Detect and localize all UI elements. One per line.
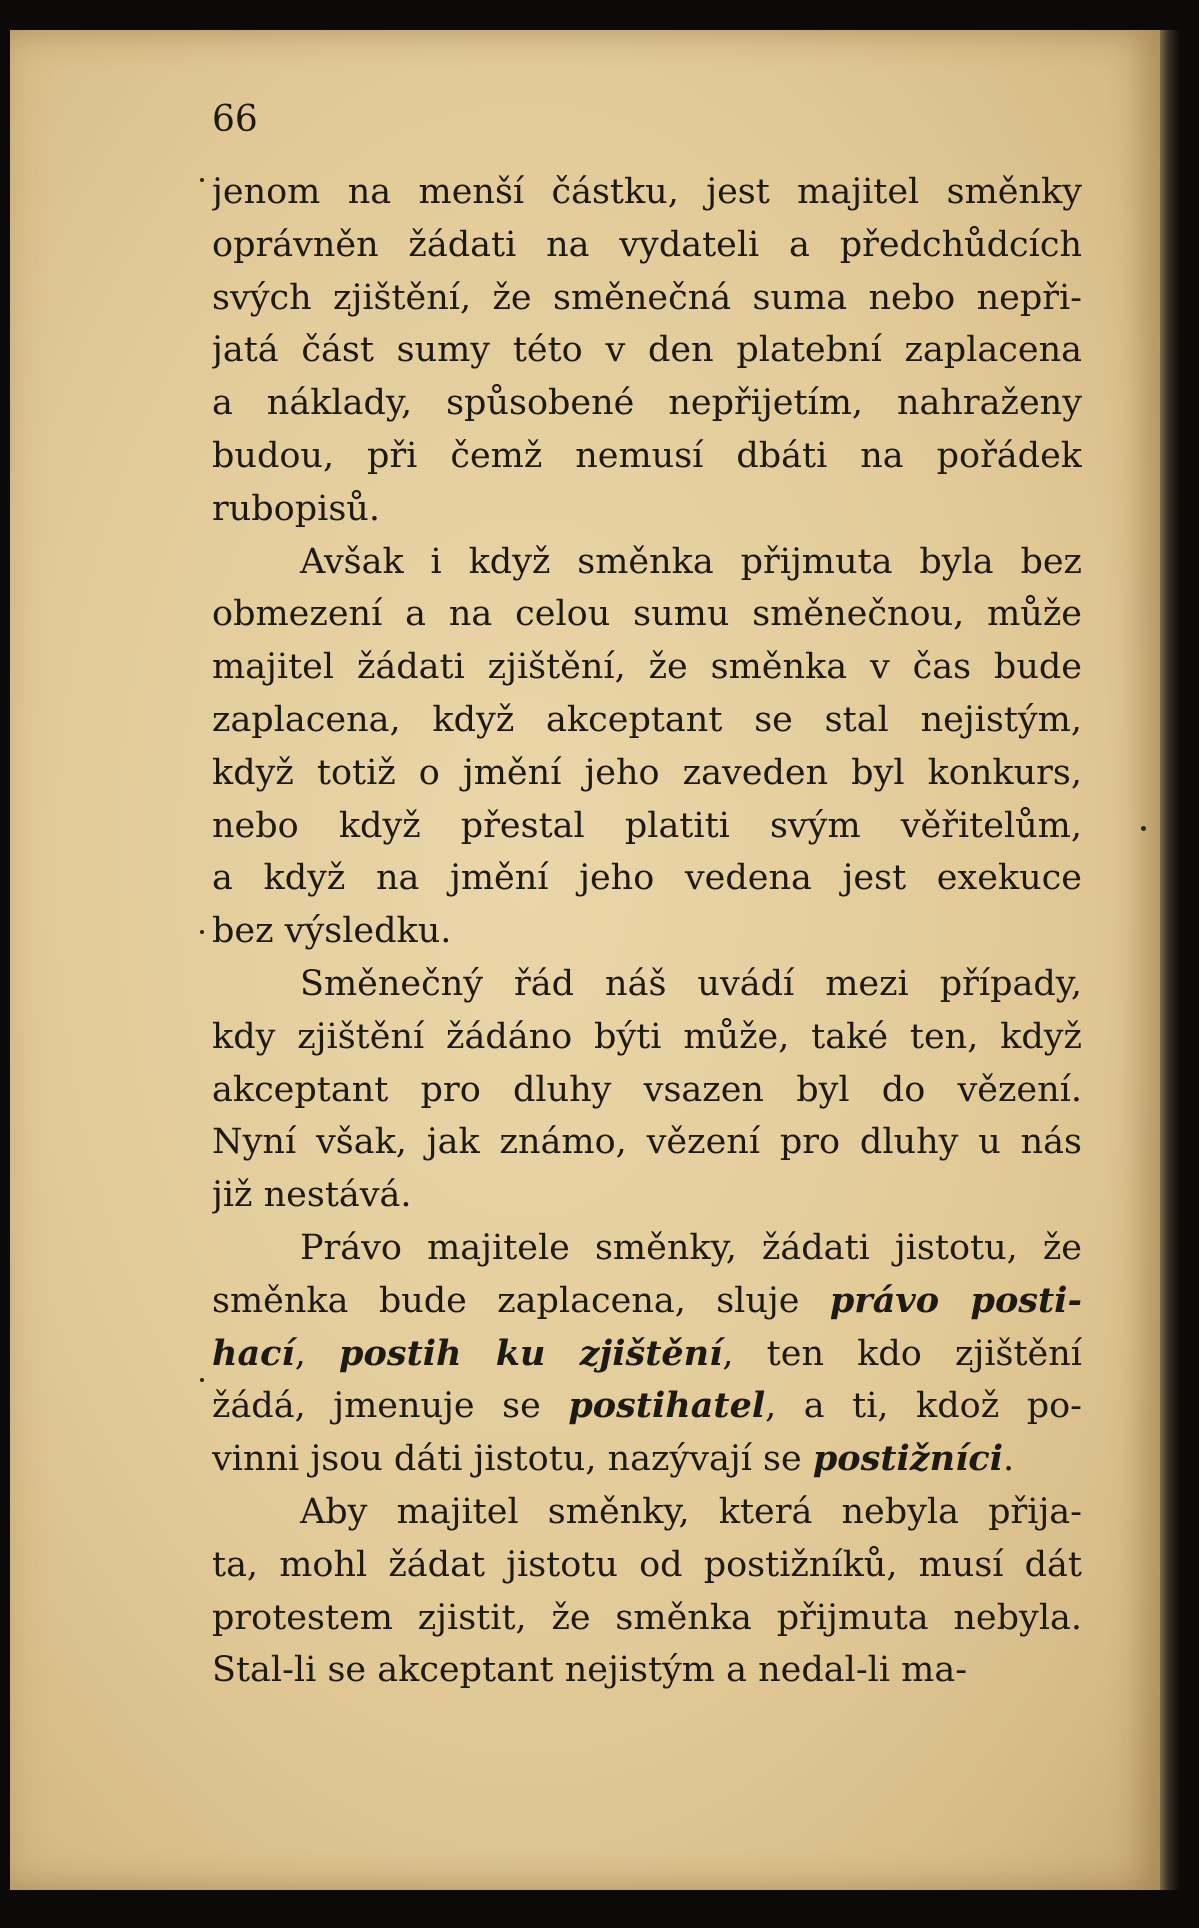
ink-speck bbox=[1141, 826, 1146, 831]
text-line: žádá, jmenuje se postihatel, a ti, kdož po- bbox=[212, 1385, 1082, 1427]
text-line: a když na jmění jeho vedena jest exekuce bbox=[212, 858, 1082, 899]
term-pravo-postihaci-end: hací bbox=[212, 1332, 295, 1374]
ink-speck bbox=[200, 930, 204, 934]
text-line: vinni jsou dáti jistotu, nazývají se postižníci. bbox=[212, 1438, 1015, 1480]
paragraph-2 bbox=[212, 536, 1082, 958]
text-line: protestem zjistit, že směnka přijmuta nebyla. bbox=[212, 1597, 1082, 1638]
text-line: Právo majitele směnky, žádati jistotu, že bbox=[300, 1227, 1082, 1268]
text-line: rubopisů. bbox=[212, 488, 380, 529]
text-line: obmezení a na celou sumu směnečnou, může bbox=[212, 594, 1082, 635]
text-line: Aby majitel směnky, která nebyla přija- bbox=[300, 1491, 1082, 1532]
text-line: nebo když přestal platiti svým věřitelům, bbox=[212, 805, 1082, 846]
text-line: hací, postih ku zjištění, ten kdo zjištění bbox=[212, 1332, 1082, 1374]
text-line: Nyní však, jak známo, vězení pro dluhy u nás bbox=[212, 1122, 1082, 1163]
term-postiznici: postižníci bbox=[812, 1438, 1004, 1480]
text-line: již nestává. bbox=[212, 1175, 412, 1216]
term-postihatel: postihatel bbox=[568, 1385, 766, 1427]
text-line: majitel žádati zjištění, že směnka v čas bude bbox=[212, 647, 1082, 688]
term-pravo-postihaci: právo posti- bbox=[829, 1279, 1082, 1321]
paragraph-3 bbox=[212, 958, 1082, 1222]
ink-speck bbox=[200, 1378, 204, 1382]
paragraph-1 bbox=[212, 166, 1082, 536]
page-edge-shadow bbox=[1160, 30, 1180, 1890]
ink-speck bbox=[200, 178, 204, 182]
text-line: Stal-li se akceptant nejistým a nedal-li ma- bbox=[212, 1650, 968, 1691]
paragraph-5 bbox=[212, 1486, 1082, 1697]
text-line: jenom na menší částku, jest majitel směnky bbox=[212, 172, 1082, 212]
text-line: svých zjištění, že směnečná suma nebo nepři- bbox=[212, 277, 1082, 318]
text-line: směnka bude zaplacena, sluje právo posti- bbox=[212, 1279, 1082, 1321]
text-line: Avšak i když směnka přijmuta byla bez bbox=[300, 541, 1082, 582]
text-line: ta, mohl žádat jistotu od postižníků, musí dát bbox=[212, 1544, 1082, 1585]
body-text bbox=[212, 166, 1082, 1697]
text-line: zaplacena, když akceptant se stal nejistým, bbox=[212, 699, 1082, 740]
term-postih-ku-zjisteni: postih ku zjištění bbox=[339, 1332, 723, 1374]
text-line: akceptant pro dluhy vsazen byl do vězení. bbox=[212, 1069, 1082, 1110]
page-number: 66 bbox=[212, 99, 258, 140]
text-line: a náklady, spůsobené nepřijetím, nahraženy bbox=[212, 383, 1082, 424]
paragraph-4 bbox=[212, 1222, 1082, 1486]
text-line: bez výsledku. bbox=[212, 911, 452, 952]
text-line: když totiž o jmění jeho zaveden byl konkurs, bbox=[212, 752, 1082, 793]
text-line: jatá část sumy této v den platební zaplacena bbox=[212, 330, 1082, 371]
text-line: kdy zjištění žádáno býti může, také ten, když bbox=[212, 1016, 1082, 1057]
text-line: Směnečný řád náš uvádí mezi případy, bbox=[300, 963, 1082, 1004]
text-line: oprávněn žádati na vydateli a předchůdcích bbox=[212, 224, 1082, 265]
text-line: budou, při čemž nemusí dbáti na pořádek bbox=[212, 435, 1082, 476]
